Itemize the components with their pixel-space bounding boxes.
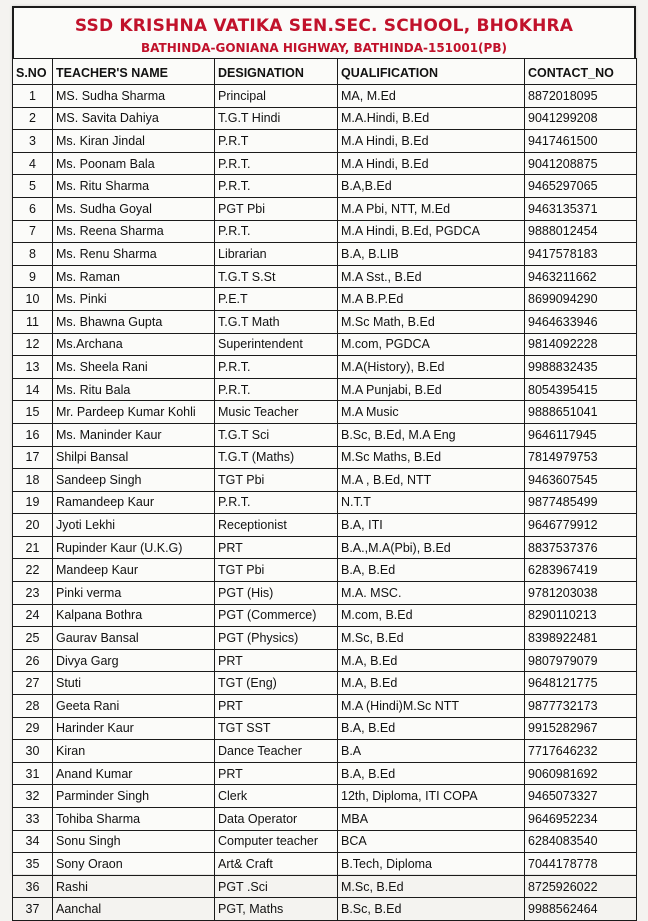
cell-teacher-name: Aanchal [53, 898, 215, 921]
cell-teacher-name: Geeta Rani [53, 695, 215, 718]
cell-qualification: M.A Hindi, B.Ed [338, 130, 525, 153]
cell-contact-no: 6283967419 [525, 559, 637, 582]
table-row [13, 808, 637, 831]
cell-teacher-name: Ms. Raman [53, 265, 215, 288]
table-row [13, 175, 637, 198]
table-row [13, 536, 637, 559]
table-row [13, 559, 637, 582]
cell-teacher-name: Ms. Ritu Sharma [53, 175, 215, 198]
cell-qualification: B.A, ITI [338, 514, 525, 537]
cell-teacher-name: MS. Savita Dahiya [53, 107, 215, 130]
cell-qualification: M.A Hindi, B.Ed, PGDCA [338, 220, 525, 243]
cell-designation: PGT (Physics) [215, 627, 338, 650]
table-row [13, 243, 637, 266]
document-header [12, 6, 636, 58]
cell-teacher-name: Sonu Singh [53, 830, 215, 853]
cell-teacher-name: MS. Sudha Sharma [53, 85, 215, 108]
table-row [13, 672, 637, 695]
cell-designation: PRT [215, 762, 338, 785]
cell-contact-no: 9646117945 [525, 423, 637, 446]
column-header-contact-no: CONTACT_NO [525, 59, 637, 85]
cell-qualification: B.A, B.Ed [338, 717, 525, 740]
cell-contact-no: 9648121775 [525, 672, 637, 695]
cell-sno: 36 [13, 875, 53, 898]
cell-sno: 12 [13, 333, 53, 356]
cell-sno: 31 [13, 762, 53, 785]
school-address: BATHINDA-GONIANA HIGHWAY, BATHINDA-151001(PB) [141, 41, 507, 55]
cell-qualification: M.A (Hindi)M.Sc NTT [338, 695, 525, 718]
cell-contact-no: 9888651041 [525, 401, 637, 424]
cell-qualification: 12th, Diploma, ITI COPA [338, 785, 525, 808]
cell-designation: T.G.T S.St [215, 265, 338, 288]
cell-qualification: B.A, B.Ed [338, 559, 525, 582]
cell-sno: 17 [13, 446, 53, 469]
cell-designation: Superintendent [215, 333, 338, 356]
cell-sno: 26 [13, 649, 53, 672]
cell-teacher-name: Ms. Sheela Rani [53, 356, 215, 379]
cell-designation: Clerk [215, 785, 338, 808]
cell-qualification: M.A Music [338, 401, 525, 424]
cell-designation: PGT (Commerce) [215, 604, 338, 627]
cell-qualification: M.com, B.Ed [338, 604, 525, 627]
cell-sno: 34 [13, 830, 53, 853]
cell-qualification: MBA [338, 808, 525, 831]
cell-contact-no: 9463211662 [525, 265, 637, 288]
cell-sno: 9 [13, 265, 53, 288]
table-row [13, 649, 637, 672]
cell-teacher-name: Ms. Reena Sharma [53, 220, 215, 243]
cell-designation: Data Operator [215, 808, 338, 831]
cell-sno: 10 [13, 288, 53, 311]
cell-designation: PGT Pbi [215, 197, 338, 220]
cell-contact-no: 8837537376 [525, 536, 637, 559]
cell-teacher-name: Ms. Sudha Goyal [53, 197, 215, 220]
cell-qualification: M.Sc, B.Ed [338, 627, 525, 650]
cell-contact-no: 9041299208 [525, 107, 637, 130]
cell-qualification: BCA [338, 830, 525, 853]
cell-qualification: M.Sc Math, B.Ed [338, 310, 525, 333]
cell-qualification: B.A, B.LIB [338, 243, 525, 266]
table-row [13, 130, 637, 153]
cell-designation: T.G.T Sci [215, 423, 338, 446]
cell-contact-no: 8699094290 [525, 288, 637, 311]
cell-designation: Librarian [215, 243, 338, 266]
table-row [13, 740, 637, 763]
cell-qualification: B.A.,M.A(Pbi), B.Ed [338, 536, 525, 559]
cell-designation: P.R.T. [215, 152, 338, 175]
cell-designation: P.R.T [215, 130, 338, 153]
table-row [13, 220, 637, 243]
table-row [13, 310, 637, 333]
cell-teacher-name: Mr. Pardeep Kumar Kohli [53, 401, 215, 424]
table-row [13, 423, 637, 446]
cell-teacher-name: Anand Kumar [53, 762, 215, 785]
cell-sno: 32 [13, 785, 53, 808]
cell-sno: 27 [13, 672, 53, 695]
cell-qualification: B.Tech, Diploma [338, 853, 525, 876]
cell-teacher-name: Ms. Pinki [53, 288, 215, 311]
cell-teacher-name: Ms. Maninder Kaur [53, 423, 215, 446]
cell-contact-no: 6284083540 [525, 830, 637, 853]
cell-contact-no: 9463135371 [525, 197, 637, 220]
cell-designation: Computer teacher [215, 830, 338, 853]
table-row [13, 85, 637, 108]
cell-contact-no: 8872018095 [525, 85, 637, 108]
cell-qualification: M.A Hindi, B.Ed [338, 152, 525, 175]
cell-designation: PRT [215, 649, 338, 672]
cell-designation: PGT, Maths [215, 898, 338, 921]
cell-qualification: M.A, B.Ed [338, 649, 525, 672]
cell-contact-no: 7717646232 [525, 740, 637, 763]
cell-sno: 2 [13, 107, 53, 130]
cell-teacher-name: Rupinder Kaur (U.K.G) [53, 536, 215, 559]
cell-contact-no: 9888012454 [525, 220, 637, 243]
cell-sno: 4 [13, 152, 53, 175]
cell-designation: P.R.T. [215, 175, 338, 198]
cell-contact-no: 7814979753 [525, 446, 637, 469]
cell-teacher-name: Ramandeep Kaur [53, 491, 215, 514]
cell-sno: 22 [13, 559, 53, 582]
table-row [13, 898, 637, 921]
table-row [13, 333, 637, 356]
cell-sno: 37 [13, 898, 53, 921]
cell-sno: 33 [13, 808, 53, 831]
cell-sno: 5 [13, 175, 53, 198]
cell-teacher-name: Pinki verma [53, 582, 215, 605]
cell-contact-no: 7044178778 [525, 853, 637, 876]
cell-qualification: B.Sc, B.Ed, M.A Eng [338, 423, 525, 446]
table-row [13, 152, 637, 175]
cell-qualification: M.A.Hindi, B.Ed [338, 107, 525, 130]
cell-designation: P.R.T. [215, 220, 338, 243]
cell-designation: Principal [215, 85, 338, 108]
table-row [13, 469, 637, 492]
cell-sno: 35 [13, 853, 53, 876]
cell-teacher-name: Ms. Poonam Bala [53, 152, 215, 175]
cell-sno: 15 [13, 401, 53, 424]
cell-designation: Music Teacher [215, 401, 338, 424]
cell-qualification: M.Sc, B.Ed [338, 875, 525, 898]
table-row [13, 491, 637, 514]
cell-contact-no: 9041208875 [525, 152, 637, 175]
cell-qualification: M.A B.P.Ed [338, 288, 525, 311]
cell-contact-no: 9988832435 [525, 356, 637, 379]
table-row [13, 446, 637, 469]
school-name: SSD KRISHNA VATIKA SEN.SEC. SCHOOL, BHOKHRA [74, 16, 574, 36]
cell-qualification: B.A [338, 740, 525, 763]
table-row [13, 401, 637, 424]
column-header-designation: DESIGNATION [215, 59, 338, 85]
cell-qualification: M.A. MSC. [338, 582, 525, 605]
cell-qualification: B.A, B.Ed [338, 762, 525, 785]
column-header-sno: S.NO [13, 59, 53, 85]
cell-qualification: M.A(History), B.Ed [338, 356, 525, 379]
cell-sno: 8 [13, 243, 53, 266]
cell-qualification: M.A Sst., B.Ed [338, 265, 525, 288]
cell-contact-no: 9807979079 [525, 649, 637, 672]
cell-designation: P.R.T. [215, 378, 338, 401]
cell-teacher-name: Ms. Kiran Jindal [53, 130, 215, 153]
cell-qualification: M.A , B.Ed, NTT [338, 469, 525, 492]
cell-teacher-name: Stuti [53, 672, 215, 695]
cell-contact-no: 9646779912 [525, 514, 637, 537]
cell-designation: PGT .Sci [215, 875, 338, 898]
cell-contact-no: 9877485499 [525, 491, 637, 514]
cell-qualification: B.A,B.Ed [338, 175, 525, 198]
table-row [13, 197, 637, 220]
cell-designation: Receptionist [215, 514, 338, 537]
cell-teacher-name: Divya Garg [53, 649, 215, 672]
cell-sno: 20 [13, 514, 53, 537]
cell-teacher-name: Tohiba Sharma [53, 808, 215, 831]
table-row [13, 853, 637, 876]
cell-designation: PRT [215, 695, 338, 718]
cell-contact-no: 9781203038 [525, 582, 637, 605]
cell-sno: 3 [13, 130, 53, 153]
cell-designation: PGT (His) [215, 582, 338, 605]
cell-qualification: M.A Pbi, NTT, M.Ed [338, 197, 525, 220]
document-sheet [12, 6, 636, 917]
staff-table [12, 58, 637, 921]
table-row [13, 582, 637, 605]
cell-teacher-name: Sony Oraon [53, 853, 215, 876]
table-row [13, 288, 637, 311]
cell-designation: P.R.T. [215, 356, 338, 379]
cell-contact-no: 8054395415 [525, 378, 637, 401]
table-row [13, 514, 637, 537]
cell-contact-no: 9915282967 [525, 717, 637, 740]
cell-teacher-name: Rashi [53, 875, 215, 898]
cell-designation: PRT [215, 536, 338, 559]
cell-teacher-name: Harinder Kaur [53, 717, 215, 740]
cell-designation: T.G.T Math [215, 310, 338, 333]
cell-contact-no: 8398922481 [525, 627, 637, 650]
cell-sno: 23 [13, 582, 53, 605]
cell-sno: 19 [13, 491, 53, 514]
table-row [13, 378, 637, 401]
column-header-qualification: QUALIFICATION [338, 59, 525, 85]
cell-qualification: M.Sc Maths, B.Ed [338, 446, 525, 469]
cell-teacher-name: Jyoti Lekhi [53, 514, 215, 537]
cell-qualification: N.T.T [338, 491, 525, 514]
cell-sno: 13 [13, 356, 53, 379]
cell-sno: 29 [13, 717, 53, 740]
cell-qualification: M.A Punjabi, B.Ed [338, 378, 525, 401]
cell-designation: TGT SST [215, 717, 338, 740]
cell-sno: 7 [13, 220, 53, 243]
table-row [13, 785, 637, 808]
table-row [13, 762, 637, 785]
cell-designation: Art& Craft [215, 853, 338, 876]
cell-sno: 14 [13, 378, 53, 401]
cell-sno: 18 [13, 469, 53, 492]
cell-qualification: MA, M.Ed [338, 85, 525, 108]
cell-teacher-name: Gaurav Bansal [53, 627, 215, 650]
table-row [13, 356, 637, 379]
cell-contact-no: 9465073327 [525, 785, 637, 808]
cell-teacher-name: Kalpana Bothra [53, 604, 215, 627]
cell-contact-no: 9465297065 [525, 175, 637, 198]
cell-teacher-name: Mandeep Kaur [53, 559, 215, 582]
cell-contact-no: 9417461500 [525, 130, 637, 153]
table-row [13, 717, 637, 740]
cell-teacher-name: Ms. Bhawna Gupta [53, 310, 215, 333]
cell-contact-no: 9646952234 [525, 808, 637, 831]
cell-contact-no: 8290110213 [525, 604, 637, 627]
table-row [13, 265, 637, 288]
cell-teacher-name: Ms.Archana [53, 333, 215, 356]
cell-contact-no: 9464633946 [525, 310, 637, 333]
cell-teacher-name: Parminder Singh [53, 785, 215, 808]
cell-qualification: M.A, B.Ed [338, 672, 525, 695]
cell-designation: T.G.T Hindi [215, 107, 338, 130]
cell-contact-no: 9814092228 [525, 333, 637, 356]
cell-designation: TGT (Eng) [215, 672, 338, 695]
cell-designation: TGT Pbi [215, 469, 338, 492]
cell-sno: 24 [13, 604, 53, 627]
cell-designation: TGT Pbi [215, 559, 338, 582]
table-row [13, 830, 637, 853]
cell-contact-no: 8725926022 [525, 875, 637, 898]
cell-sno: 1 [13, 85, 53, 108]
cell-contact-no: 9463607545 [525, 469, 637, 492]
cell-contact-no: 9060981692 [525, 762, 637, 785]
cell-contact-no: 9877732173 [525, 695, 637, 718]
cell-teacher-name: Ms. Renu Sharma [53, 243, 215, 266]
cell-sno: 16 [13, 423, 53, 446]
table-row [13, 695, 637, 718]
table-row [13, 627, 637, 650]
cell-sno: 30 [13, 740, 53, 763]
cell-qualification: M.com, PGDCA [338, 333, 525, 356]
cell-sno: 11 [13, 310, 53, 333]
cell-teacher-name: Ms. Ritu Bala [53, 378, 215, 401]
cell-qualification: B.Sc, B.Ed [338, 898, 525, 921]
cell-designation: P.E.T [215, 288, 338, 311]
cell-designation: T.G.T (Maths) [215, 446, 338, 469]
cell-teacher-name: Sandeep Singh [53, 469, 215, 492]
cell-contact-no: 9988562464 [525, 898, 637, 921]
cell-designation: P.R.T. [215, 491, 338, 514]
table-row [13, 107, 637, 130]
cell-sno: 6 [13, 197, 53, 220]
cell-teacher-name: Shilpi Bansal [53, 446, 215, 469]
column-header-teacher-name: TEACHER'S NAME [53, 59, 215, 85]
cell-sno: 25 [13, 627, 53, 650]
table-header-row [13, 59, 637, 85]
cell-sno: 21 [13, 536, 53, 559]
cell-teacher-name: Kiran [53, 740, 215, 763]
cell-sno: 28 [13, 695, 53, 718]
cell-contact-no: 9417578183 [525, 243, 637, 266]
table-row [13, 604, 637, 627]
table-body [13, 85, 637, 921]
cell-designation: Dance Teacher [215, 740, 338, 763]
